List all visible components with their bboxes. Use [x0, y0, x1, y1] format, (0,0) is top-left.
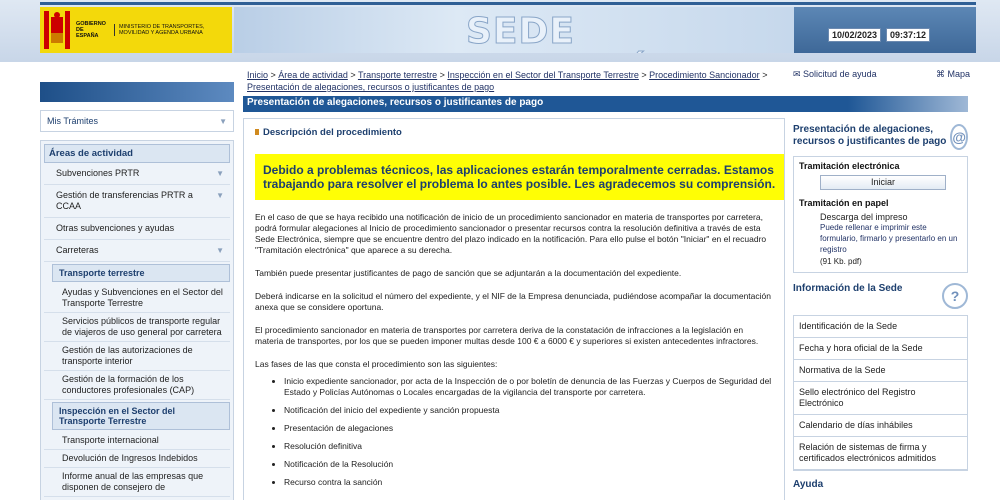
government-logo[interactable] [40, 7, 232, 53]
sidebar-subitem[interactable]: Gestión de las autorizaciones de transporte interior [44, 342, 230, 371]
paragraph: En el caso de que se haya recibido una notificación de inicio de un procedimiento sancionador en materia de transportes por carretera, podrá formular alegaciones al Inicio de procedimiento sancionador o presentar recursos contra la resolución definitiva a través de esta Sede Electrónica, siempre que se encuentre dentro del plazo indicado en la notificación. Para ello pulse el botón "Iniciar" en el recuadro "Tramitación electrónica" que aparece a su derecha. [255, 212, 767, 255]
sidebar-subitem[interactable]: Devolución de Ingresos Indebidos [44, 450, 230, 468]
list-item: • Resolución definitiva [284, 441, 784, 452]
info-heading [793, 283, 968, 309]
mis-tramites-label: Mis Trámites [47, 116, 99, 126]
paragraph: El procedimiento sancionador en materia de transportes por carretera deriva de la constatación de infracciones a la legislación en materia de transportes, por los que se pueden imponer multas desde 100 € a 6000 € y superiores si existen antecedentes infractores. [255, 325, 759, 346]
sidebar-item-selected[interactable]: Transporte terrestre [52, 264, 230, 282]
chevron-down-icon: ▼ [216, 246, 224, 255]
sidebar [40, 110, 234, 500]
chevron-down-icon: ▼ [216, 191, 224, 200]
areas-title: Áreas de actividad [44, 144, 230, 163]
title-decoration [848, 96, 968, 112]
map-link[interactable]: ⌘ Mapa [936, 69, 971, 79]
top-rule [40, 2, 976, 5]
sidebar-subitem[interactable]: Servicios públicos de transporte regular de viajeros de uso general por carretera [44, 313, 230, 342]
paragraph: Las fases de las que consta el procedimiento son las siguientes: [255, 359, 498, 369]
at-icon: @ [950, 124, 968, 150]
sidebar-subitem[interactable]: Transporte internacional [44, 432, 230, 450]
phases-list [284, 376, 784, 488]
tramitacion-box [793, 156, 968, 273]
list-item: • Presentación de alegaciones [284, 423, 784, 434]
paragraph: Deberá indicarse en la solicitud el número del expediente, y el NIF de la Empresa denunciada, pudiéndose acompañar la documentación anexa que se considere oportuna. [255, 291, 771, 312]
header [0, 0, 1000, 62]
breadcrumb-link[interactable]: Procedimiento Sancionador [649, 70, 760, 80]
mis-tramites-dropdown[interactable] [40, 110, 234, 132]
clock-box [794, 7, 976, 53]
sidebar-subitem-selected[interactable]: Inspección en el Sector del Transporte Terrestre [52, 402, 230, 430]
breadcrumb: Inicio > Área de actividad > Transporte terrestre > Inspección en el Sector del Transporte Terrestre > Procedimiento Sancionador > Presentación de alegaciones, recursos o justificantes de pago [247, 70, 768, 92]
logo-gobierno: GOBIERNO DE ESPAÑA [76, 21, 106, 39]
download-section [794, 212, 967, 272]
main-content [243, 118, 785, 500]
procedure-title: Presentación de alegaciones, recursos o justificantes de pago [793, 124, 947, 147]
info-link[interactable]: Relación de sistemas de firma y certificados electrónicos admitidos [794, 437, 967, 470]
map-label: Mapa [947, 69, 971, 79]
breadcrumb-link[interactable]: Área de actividad [278, 70, 348, 80]
info-link[interactable]: Sello electrónico del Registro Electrónico [794, 382, 967, 415]
right-panel [793, 124, 968, 491]
info-link[interactable]: Fecha y hora oficial de la Sede [794, 338, 967, 360]
areas-panel [40, 140, 234, 500]
sidebar-item[interactable] [44, 163, 230, 185]
breadcrumb-link[interactable]: Presentación de alegaciones, recursos o justificantes de pago [247, 82, 495, 92]
sidebar-item-label: Carreteras [56, 245, 99, 255]
sidebar-item[interactable] [44, 185, 230, 218]
sidebar-subitem[interactable]: Informe anual de las empresas que disponen de consejero de [44, 468, 230, 497]
sidebar-item[interactable] [44, 218, 230, 240]
banner [234, 7, 794, 53]
sidebar-subitem[interactable]: Gestión de la formación de los conductores profesionales (CAP) [44, 371, 230, 400]
info-link[interactable]: Calendario de días inhábiles [794, 415, 967, 437]
tram-elec-title: Tramitación electrónica [799, 161, 900, 171]
question-icon: ? [942, 283, 968, 309]
help-label: Solicitud de ayuda [803, 69, 877, 79]
download-label: Descarga del impreso [820, 212, 908, 222]
coat-of-arms-icon [44, 11, 70, 49]
official-date: 10/02/2023 [828, 28, 881, 42]
chevron-down-icon: ▼ [219, 116, 227, 126]
procedure-heading [793, 124, 968, 150]
breadcrumb-link[interactable]: Inicio [247, 70, 269, 80]
list-item: • Inicio expediente sancionador, por acta de la Inspección de o por boletín de denuncia de las Fuerzas y Cuerpos de Seguridad del Estado y Policías Autónomas o Locales encargadas de la vigilancia del transporte por carretera. [284, 376, 784, 398]
sidebar-decoration [40, 82, 234, 102]
download-link[interactable]: Puede rellenar e imprimir este formulario, firmarlo y presentarlo en un registro [820, 223, 958, 254]
ayuda-title: Ayuda [793, 479, 824, 490]
official-time: 09:37:12 [886, 28, 930, 42]
tram-papel-title: Tramitación en papel [799, 198, 889, 208]
file-size: (91 Kb. pdf) [820, 257, 862, 266]
warning-box: Debido a problemas técnicos, las aplicaciones estarán temporalmente cerradas. Estamos trabajando para resolver el problema lo antes posible. Les agradecemos su comprensión. [255, 154, 785, 200]
sidebar-item-label: Otras subvenciones y ayudas [56, 223, 175, 233]
sidebar-item-label: Gestión de transferencias PRTR a CCAA [56, 190, 193, 211]
info-link[interactable]: Normativa de la Sede [794, 360, 967, 382]
sidebar-item[interactable] [44, 240, 230, 262]
iniciar-button[interactable]: Iniciar [820, 175, 946, 190]
info-list [793, 315, 968, 471]
paragraph: También puede presentar justificantes de pago de sanción que se adjuntarán a la documentación del expediente. [255, 268, 682, 278]
page-title: Presentación de alegaciones, recursos o justificantes de pago [247, 97, 544, 108]
banner-title: SEDE [466, 11, 575, 52]
help-link[interactable]: ✉ Solicitud de ayuda [793, 69, 877, 79]
list-item: • Recurso contra la sanción [284, 477, 784, 488]
info-link[interactable]: Identificación de la Sede [794, 316, 967, 338]
chevron-down-icon: ▼ [216, 169, 224, 178]
sidebar-subitem[interactable]: Ayudas y Subvenciones en el Sector del Transporte Terrestre [44, 284, 230, 313]
list-item: • Notificación de la Resolución [284, 459, 784, 470]
logo-ministerio: MINISTERIO DE TRANSPORTES, MOVILIDAD Y AGENDA URBANA [114, 24, 232, 36]
sidebar-item-label: Subvenciones PRTR [56, 168, 140, 178]
breadcrumb-link[interactable]: Inspección en el Sector del Transporte Terrestre [447, 70, 639, 80]
list-item: • Notificación del inicio del expediente y sanción propuesta [284, 405, 784, 416]
breadcrumb-link[interactable]: Transporte terrestre [357, 70, 438, 80]
page-title-bar [243, 96, 968, 112]
section-title: Descripción del procedimiento [255, 127, 784, 138]
info-title: Información de la Sede [793, 283, 903, 294]
ayuda-heading [793, 479, 968, 491]
